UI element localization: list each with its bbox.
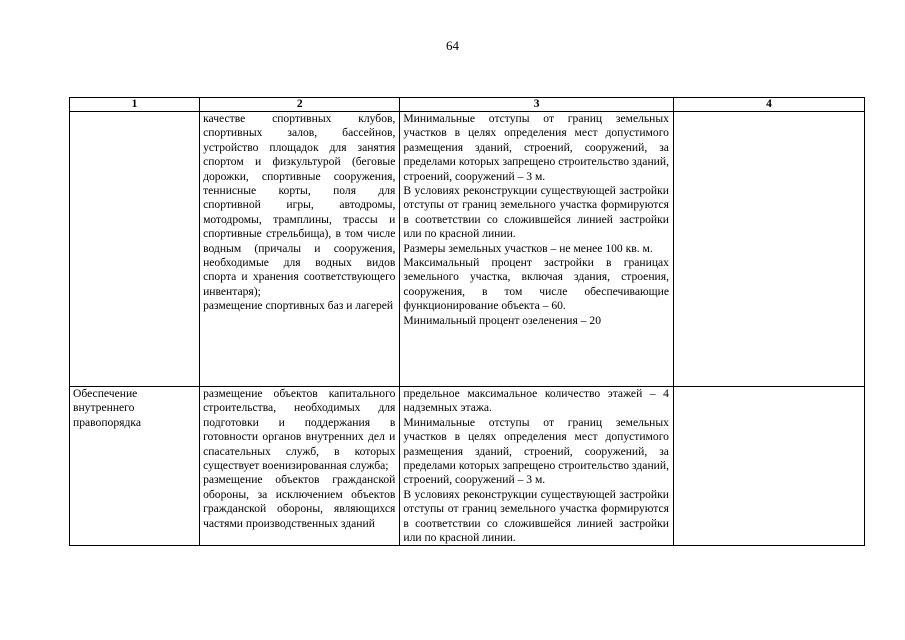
paragraph: В условиях реконструкции существующей застройки отступы от границ земельного участка формируются в соответствии со сложившейся линией застройки или по красной линии. <box>403 184 669 241</box>
table-header-row <box>70 98 865 112</box>
notes-cell <box>673 112 864 387</box>
header-cell-4: 4 <box>673 98 864 112</box>
paragraph: Размеры земельных участков – не менее 100 кв. м. <box>403 241 653 255</box>
parameters-cell <box>400 112 674 387</box>
header-cell-3: 3 <box>400 98 674 112</box>
header-cell-1: 1 <box>70 98 200 112</box>
permitted-use-cell <box>200 387 400 546</box>
paragraph: размещение спортивных баз и лагерей <box>203 299 394 313</box>
paragraph: предельное максимальное количество этажей – 4 надземных этажа. <box>403 387 669 415</box>
paragraph: Минимальный процент озеленения – 20 <box>403 313 602 327</box>
paragraph: Максимальный процент застройки в границах земельного участка, включая здания, строения, сооружения, в том числе обеспечивающие функционирование объекта – 60. <box>403 256 669 313</box>
paragraph: В условиях реконструкции существующей застройки отступы от границ земельного участка формируются в соответствии со сложившейся линией застройки или по красной линии. <box>403 487 669 545</box>
table-row <box>70 112 865 387</box>
header-cell-2: 2 <box>200 98 400 112</box>
paragraph: размещение объектов гражданской обороны, за исключением объектов гражданской обороны, являющихся частями производственных зданий <box>203 473 396 530</box>
permitted-use-cell <box>200 112 400 387</box>
land-use-type-cell <box>70 112 200 387</box>
paragraph: Обеспечение внутреннего правопорядка <box>73 387 141 429</box>
land-use-type-cell <box>70 387 200 546</box>
zoning-table <box>69 97 865 546</box>
parameters-cell <box>400 387 674 546</box>
paragraph: Минимальные отступы от границ земельных участков в целях определения мест допустимого размещения зданий, строений, сооружений, за пределами которых запрещено строительство зданий, строений, сооружений – 3 м. <box>403 415 669 487</box>
paragraph: размещение объектов капитального строительства, необходимых для подготовки и поддержания в готовности органов внутренних дел и спасательных служб, в которых существует военизированная служба; <box>203 387 396 473</box>
page-number: 64 <box>446 38 459 53</box>
paragraph: качестве спортивных клубов, спортивных залов, бассейнов, устройство площадок для занятия спортом и физкультурой (беговые дорожки, спортивные сооружения, теннисные корты, поля для спортивной игры, автодромы, мотодромы, трамплины, трассы и спортивные стрельбища), в том числе водным (причалы и сооружения, необходимые для водных видов спорта и хранения соответствующего инвентаря); <box>203 112 396 298</box>
notes-cell <box>673 387 864 546</box>
paragraph: Минимальные отступы от границ земельных участков в целях определения мест допустимого размещения зданий, строений, сооружений, за пределами которых запрещено строительство зданий, строений, сооружений – 3 м. <box>403 112 669 183</box>
table-row <box>70 387 865 546</box>
